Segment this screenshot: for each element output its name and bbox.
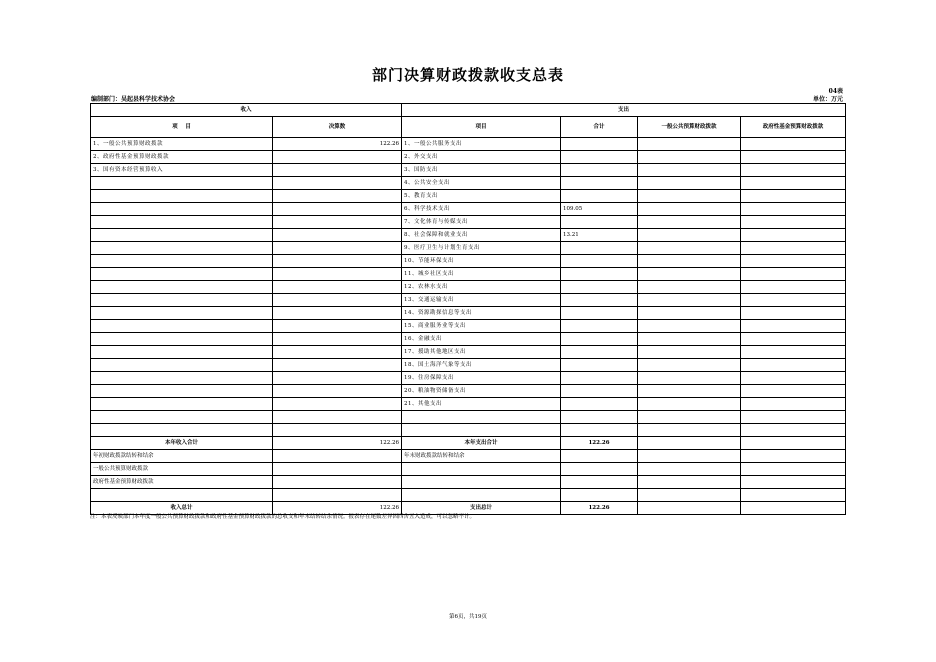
table-row: [91, 177, 846, 190]
col-general-budget: 一般公共预算财政拨款: [638, 117, 741, 138]
income-item: [91, 190, 273, 203]
col-expense-item: 项目: [402, 117, 561, 138]
general-budget-value: [638, 203, 741, 216]
table-row: [91, 151, 846, 164]
gov-fund-value: [741, 164, 846, 177]
income-value: [273, 359, 402, 372]
gov-fund-value: [741, 424, 846, 437]
year-income-label: 本年收入合计: [91, 437, 273, 450]
carry-row: [91, 450, 846, 463]
gov-fund-value: [741, 333, 846, 346]
income-item: [91, 333, 273, 346]
income-value: [273, 203, 402, 216]
income-item: 1、一般公共预算财政拨款: [91, 138, 273, 151]
general-budget-value: [638, 294, 741, 307]
table-row: [91, 398, 846, 411]
income-value: [273, 255, 402, 268]
income-item: [91, 307, 273, 320]
table-row: [91, 411, 846, 424]
expense-item: 7、文化体育与传媒支出: [402, 216, 561, 229]
gov-fund-value: [741, 398, 846, 411]
general-budget-value: [638, 411, 741, 424]
income-value: [273, 229, 402, 242]
carry-out-label: 年末财政拨款结转和结余: [402, 450, 561, 463]
general-budget-value: [638, 385, 741, 398]
expense-item: 6、科学技术支出: [402, 203, 561, 216]
general-budget-value: [638, 216, 741, 229]
income-item: [91, 281, 273, 294]
expense-total: [561, 151, 638, 164]
carry-in-label: 年初财政拨款结转和结余: [91, 450, 273, 463]
general-budget-value: [638, 177, 741, 190]
income-value: [273, 385, 402, 398]
gov-fund-value: [741, 177, 846, 190]
expense-item: 13、交通运输支出: [402, 294, 561, 307]
expense-item: 9、医疗卫生与计划生育支出: [402, 242, 561, 255]
table-row: [91, 138, 846, 151]
year-expense-value: 122.26: [561, 437, 638, 450]
income-value: [273, 398, 402, 411]
gov-fund-value: [741, 229, 846, 242]
gov-fund-value: [741, 151, 846, 164]
expense-total: [561, 307, 638, 320]
income-header: 收入: [91, 104, 402, 117]
table-row: [91, 385, 846, 398]
expense-total: [561, 255, 638, 268]
gov-fund-value: [741, 307, 846, 320]
table-row: [91, 346, 846, 359]
income-value: [273, 151, 402, 164]
income-value: [273, 372, 402, 385]
gov-fund-value: [741, 242, 846, 255]
income-item: [91, 320, 273, 333]
blank-row: [91, 489, 846, 502]
gov-fund-value: [741, 138, 846, 151]
expense-item: 21、其他支出: [402, 398, 561, 411]
expense-item: 10、节能环保支出: [402, 255, 561, 268]
expense-item: 2、外交支出: [402, 151, 561, 164]
income-item: 2、政府性基金预算财政拨款: [91, 151, 273, 164]
income-item: 3、国有资本经营预算收入: [91, 164, 273, 177]
expense-total: [561, 294, 638, 307]
unit-label: 单位：万元: [812, 96, 843, 103]
column-header-row: [91, 117, 846, 138]
expense-total: [561, 190, 638, 203]
general-budget-value: [638, 138, 741, 151]
general-budget-value: [638, 164, 741, 177]
gov-fund-value: [741, 320, 846, 333]
expense-total: 13.21: [561, 229, 638, 242]
income-item: [91, 229, 273, 242]
income-item: [91, 424, 273, 437]
table-row: [91, 164, 846, 177]
grand-expense-label: 支出总计: [402, 502, 561, 515]
table-row: [91, 372, 846, 385]
income-value: [273, 268, 402, 281]
expense-item: [402, 424, 561, 437]
year-income-value: 122.26: [273, 437, 402, 450]
expense-total: [561, 320, 638, 333]
carry-out-label: [402, 463, 561, 476]
general-budget-value: [638, 255, 741, 268]
income-value: [273, 281, 402, 294]
expense-total: [561, 177, 638, 190]
expense-item: 3、国防支出: [402, 164, 561, 177]
carry-row: [91, 476, 846, 489]
income-value: [273, 320, 402, 333]
gov-fund-value: [741, 411, 846, 424]
general-budget-value: [638, 242, 741, 255]
expense-item: [402, 411, 561, 424]
expense-item: 17、援助其他地区支出: [402, 346, 561, 359]
income-value: [273, 242, 402, 255]
expense-total: [561, 372, 638, 385]
col-total: 合计: [561, 117, 638, 138]
general-budget-value: [638, 229, 741, 242]
expense-total: [561, 216, 638, 229]
gov-fund-value: [741, 203, 846, 216]
income-value: [273, 424, 402, 437]
income-item: [91, 385, 273, 398]
expense-item: 19、住房保障支出: [402, 372, 561, 385]
grand-expense-value: 122.26: [561, 502, 638, 515]
page-title: 部门决算财政拨款收支总表: [371, 66, 564, 84]
general-budget-value: [638, 151, 741, 164]
gov-fund-value: [741, 372, 846, 385]
col-gov-fund: 政府性基金预算财政拨款: [741, 117, 846, 138]
table-row: [91, 268, 846, 281]
general-budget-value: [638, 307, 741, 320]
table-row: [91, 281, 846, 294]
table-code: 04表: [828, 88, 843, 95]
gov-fund-value: [741, 281, 846, 294]
gov-fund-value: [741, 359, 846, 372]
income-item: [91, 372, 273, 385]
gov-fund-value: [741, 216, 846, 229]
income-item: [91, 294, 273, 307]
expense-item: 14、资源勘探信息等支出: [402, 307, 561, 320]
table-row: [91, 255, 846, 268]
expense-total: [561, 164, 638, 177]
expense-total: [561, 242, 638, 255]
income-item: [91, 242, 273, 255]
expense-total: [561, 411, 638, 424]
year-total-row: [91, 437, 846, 450]
general-budget-value: [638, 372, 741, 385]
income-value: 122.26: [273, 138, 402, 151]
expense-total: [561, 268, 638, 281]
income-item: [91, 216, 273, 229]
general-budget-value: [638, 346, 741, 359]
org-label: 编制部门：吴起县科学技术协会: [91, 96, 176, 103]
gov-fund-value: [741, 385, 846, 398]
table-row: [91, 333, 846, 346]
gov-fund-value: [741, 294, 846, 307]
income-item: [91, 411, 273, 424]
general-budget-value: [638, 320, 741, 333]
col-item: 项 目: [91, 117, 273, 138]
section-header-row: [91, 104, 846, 117]
expense-item: 1、一般公共服务支出: [402, 138, 561, 151]
year-expense-label: 本年支出合计: [402, 437, 561, 450]
table-row: [91, 307, 846, 320]
table-note: 注：本表反映部门本年度一般公共预算财政拨款和政府性基金预算财政拨款的总收支和年末结转结余情况。报表存在尾数差异因四舍五入造成，可以忽略不计。: [90, 514, 476, 520]
income-value: [273, 333, 402, 346]
expense-item: 15、商业服务业等支出: [402, 320, 561, 333]
expense-total: 109.05: [561, 203, 638, 216]
income-value: [273, 411, 402, 424]
income-value: [273, 216, 402, 229]
income-value: [273, 190, 402, 203]
gov-fund-value: [741, 268, 846, 281]
general-budget-value: [638, 333, 741, 346]
income-value: [273, 177, 402, 190]
income-value: [273, 346, 402, 359]
gov-fund-value: [741, 346, 846, 359]
expense-header: 支出: [402, 104, 846, 117]
income-item: [91, 398, 273, 411]
table-row: [91, 424, 846, 437]
expense-item: 20、粮油物资储备支出: [402, 385, 561, 398]
general-budget-value: [638, 190, 741, 203]
table-row: [91, 294, 846, 307]
table-row: [91, 229, 846, 242]
expense-item: 18、国土海洋气象等支出: [402, 359, 561, 372]
income-item: [91, 359, 273, 372]
gov-fund-value: [741, 255, 846, 268]
expense-total: [561, 359, 638, 372]
finance-table: [90, 103, 846, 515]
income-item: [91, 346, 273, 359]
expense-total: [561, 385, 638, 398]
expense-total: [561, 281, 638, 294]
income-value: [273, 294, 402, 307]
income-value: [273, 307, 402, 320]
expense-total: [561, 346, 638, 359]
grand-income-label: 收入总计: [91, 502, 273, 515]
income-item: [91, 203, 273, 216]
grand-income-value: 122.26: [273, 502, 402, 515]
table-row: [91, 190, 846, 203]
expense-item: 16、金融支出: [402, 333, 561, 346]
expense-total: [561, 398, 638, 411]
carry-row: [91, 463, 846, 476]
expense-total: [561, 333, 638, 346]
page-footer: 第6页，共19页: [449, 614, 487, 620]
carry-in-label: 一般公共预算财政拨款: [91, 463, 273, 476]
general-budget-value: [638, 281, 741, 294]
table-row: [91, 242, 846, 255]
gov-fund-value: [741, 190, 846, 203]
general-budget-value: [638, 268, 741, 281]
general-budget-value: [638, 398, 741, 411]
table-row: [91, 203, 846, 216]
carry-out-label: [402, 476, 561, 489]
expense-item: 12、农林水支出: [402, 281, 561, 294]
expense-total: [561, 424, 638, 437]
expense-item: 11、城乡社区支出: [402, 268, 561, 281]
general-budget-value: [638, 424, 741, 437]
table-row: [91, 359, 846, 372]
expense-item: 5、教育支出: [402, 190, 561, 203]
income-item: [91, 177, 273, 190]
table-row: [91, 320, 846, 333]
general-budget-value: [638, 359, 741, 372]
col-final-amount: 决算数: [273, 117, 402, 138]
income-value: [273, 164, 402, 177]
expense-item: 4、公共安全支出: [402, 177, 561, 190]
income-item: [91, 268, 273, 281]
income-item: [91, 255, 273, 268]
carry-in-label: 政府性基金预算财政拨款: [91, 476, 273, 489]
table-row: [91, 216, 846, 229]
expense-total: [561, 138, 638, 151]
expense-item: 8、社会保障和就业支出: [402, 229, 561, 242]
